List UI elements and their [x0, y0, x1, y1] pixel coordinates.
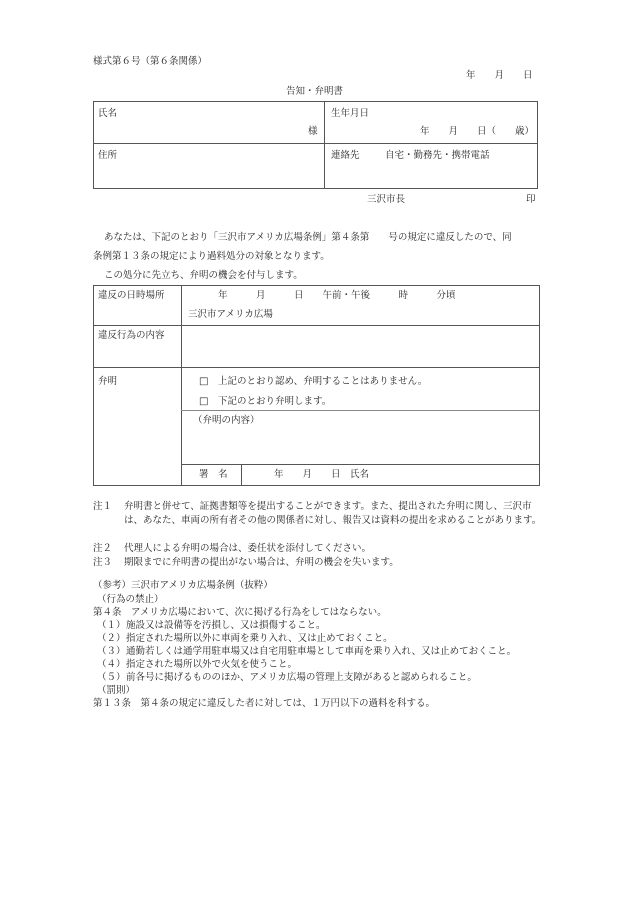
- name-label: 氏名: [98, 108, 118, 119]
- article-4: 第４条 アメリカ広場において、次に掲げる行為をしてはならない。: [93, 607, 387, 618]
- item-1-text: 施設又は設備等を汚損し、又は損傷すること。: [126, 620, 326, 631]
- document-title: 告知・弁明書: [286, 86, 344, 97]
- note-3-text: 期限までに弁明書の提出がない場合は、弁明の機会を失います。: [124, 557, 399, 568]
- violation-act-label: 違反行為の内容: [98, 330, 165, 341]
- note-2-text: 代理人による弁明の場合は、委任状を添付してください。: [124, 543, 372, 554]
- item-4-text: 指定された場所以外で火気を使うこと。: [126, 659, 298, 670]
- form-number: 様式第６号（第６条関係）: [93, 56, 208, 67]
- intro-line-1: あなたは、下記のとおり「三沢市アメリカ広場条例」第４条第 号の規定に違反したので、同: [104, 232, 512, 243]
- item-5-number: （５）: [97, 672, 126, 683]
- section-heading-penalty: （罰則）: [97, 685, 136, 696]
- violation-place: 三沢市アメリカ広場: [188, 309, 273, 320]
- item-2-number: （２）: [97, 633, 126, 644]
- section-heading-prohibition: （行為の禁止）: [97, 594, 164, 605]
- note-1-label: 注１: [93, 501, 113, 512]
- issuer-name: 三沢市長: [367, 194, 406, 205]
- article-13: 第１３条 第４条の規定に違反した者に対しては、１万円以下の過料を科する。: [93, 698, 436, 709]
- signature-value: 年 月 日 氏名: [274, 469, 370, 480]
- intro-line-3: この処分に先立ち、弁明の機会を付与します。: [104, 270, 303, 281]
- personal-info-table: [93, 101, 538, 189]
- explanation-content-label: （弁明の内容）: [193, 415, 260, 426]
- violation-datetime-value: 年 月 日 午前・午後 時 分頃: [218, 290, 456, 301]
- item-5-text: 前各号に掲げるもののほか、アメリカ広場の管理上支障があると認められること。: [126, 672, 477, 683]
- item-1-number: （１）: [97, 620, 126, 631]
- address-label: 住所: [98, 150, 118, 161]
- seal-mark: 印: [526, 194, 536, 205]
- option2-text: 下記のとおり弁明します。: [218, 396, 332, 407]
- contact-value: 自宅・勤務先・携帯電話: [385, 150, 490, 161]
- note-2-label: 注２: [93, 543, 113, 554]
- name-suffix: 様: [308, 126, 318, 137]
- note-1-text: 弁明書と併せて、証拠書類等を提出することができます。また、提出された弁明に関し、三沢市は、あなた、車両の所有者その他の関係者に対し、報告又は資料の提出を求めることがあります。: [124, 501, 542, 526]
- signature-label: 署 名: [199, 469, 228, 480]
- explanation-label: 弁明: [98, 376, 118, 387]
- note-2: [93, 542, 545, 556]
- item-3-number: （３）: [97, 646, 126, 657]
- note-3-label: 注３: [93, 557, 113, 568]
- item-2-text: 指定された場所以外に車両を乗り入れ、又は止めておくこと。: [126, 633, 393, 644]
- date-line: 年 月 日: [466, 70, 533, 81]
- item-4-number: （４）: [97, 659, 126, 670]
- note-1: [93, 500, 545, 527]
- birthdate-value: 年 月 日（ 歳）: [420, 126, 535, 137]
- intro-line-2: 条例第１３条の規定により過料処分の対象となります。: [93, 251, 330, 262]
- birthdate-label: 生年月日: [331, 108, 370, 119]
- violation-datetime-label: 違反の日時場所: [98, 290, 165, 301]
- reference-title: （参考）三沢市アメリカ広場条例（抜粋）: [93, 580, 273, 591]
- option2-checkbox[interactable]: □: [199, 396, 209, 407]
- option1-text: 上記のとおり認め、弁明することはありません。: [218, 376, 428, 387]
- note-3: [93, 556, 545, 570]
- contact-label: 連絡先: [331, 150, 360, 161]
- option1-checkbox[interactable]: □: [199, 376, 209, 387]
- item-3-text: 通勤若しくは通学用駐車場又は自宅用駐車場として車両を乗り入れ、又は止めておくこと。: [126, 646, 517, 657]
